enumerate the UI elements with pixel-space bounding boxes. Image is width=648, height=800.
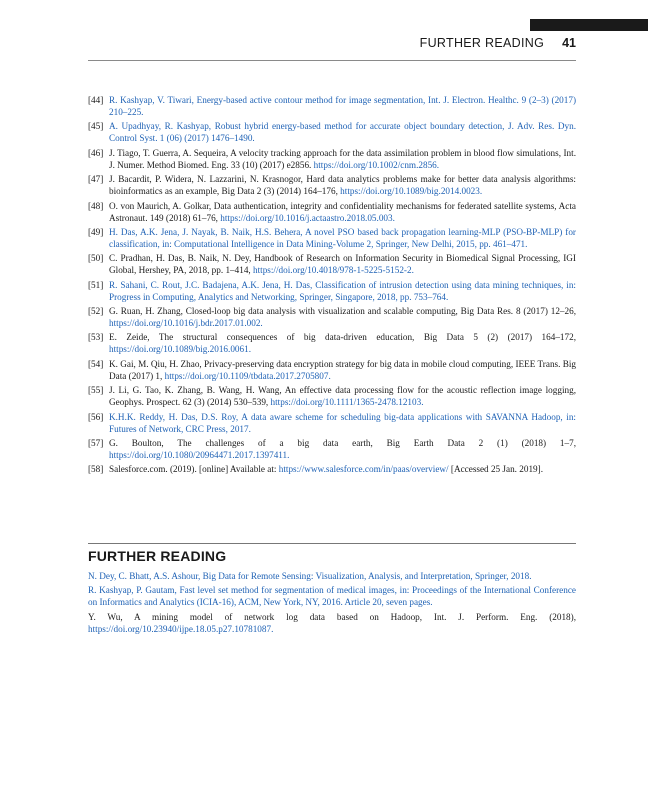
reference-link[interactable]: https://doi.org/10.1089/big.2016.0061. xyxy=(109,344,251,355)
reference-number: [50] xyxy=(88,253,104,264)
reference-text: C. Pradhan, H. Das, B. Naik, N. Dey, Handbook of Research on Information Security in Biomedical Signal Processing, IGI Global, Hershey, PA, 2018, pp. 1–414, xyxy=(109,253,576,276)
reference-link[interactable]: https://doi.org/10.1109/tbdata.2017.2705807. xyxy=(164,370,331,381)
reference-text: J. Tiago, T. Guerra, A. Sequeira, A velocity tracking approach for the data assimilation problem in blood flow simulations, Int. J. Numer. Method Biomed. Eng. 33 (10) (2017) e2856. xyxy=(109,147,576,170)
reference-53 xyxy=(88,331,576,355)
reference-text: K. Gai, M. Qiu, H. Zhao, Privacy-preserving data encryption strategy for big data in mobile cloud computing, IEEE Trans. Big Data (2017) 1, xyxy=(109,358,576,381)
reference-text: G. Ruan, H. Zhang, Closed-loop big data analysis with visualization and scalable computing, Big Data Res. 8 (2017) 12–26, xyxy=(109,306,576,316)
page-number: 41 xyxy=(562,36,576,50)
reference-number: [48] xyxy=(88,200,104,211)
reference-link[interactable]: K.H.K. Reddy, H. Das, D.S. Roy, A data aware scheme for scheduling big-data applications with SAVANNA Hadoop, in: Futures of Network, CRC Press, 2017. xyxy=(109,411,576,434)
reference-48 xyxy=(88,200,576,224)
further-reading-heading: FURTHER READING xyxy=(88,548,227,564)
reference-number: [49] xyxy=(88,226,104,237)
further-reading-item xyxy=(88,611,576,635)
reference-44 xyxy=(88,94,576,118)
item-text: Y. Wu, A mining model of network log data based on Hadoop, Int. J. Perform. Eng. (2018), xyxy=(88,611,576,622)
reference-45 xyxy=(88,120,576,144)
reference-number: [53] xyxy=(88,332,104,343)
reference-text: J. Bacardit, P. Widera, N. Lazzarini, N. Krasnogor, Hard data analytics problems make for better data analysis algorithms: bioinformatics as an example, Big Data 2 (3) (2014) 164–176, xyxy=(109,174,576,197)
reference-58 xyxy=(88,463,576,475)
reference-50 xyxy=(88,252,576,276)
reference-number: [44] xyxy=(88,95,104,105)
reference-link[interactable]: https://doi.org/10.1080/20964471.2017.1397411. xyxy=(109,449,290,460)
header-accent-bar xyxy=(530,19,648,31)
reference-number: [58] xyxy=(88,464,104,475)
reference-number: [56] xyxy=(88,411,104,422)
further-reading-list xyxy=(88,570,576,637)
reference-55 xyxy=(88,384,576,408)
reference-49 xyxy=(88,226,576,250)
reference-54 xyxy=(88,358,576,382)
reference-link[interactable]: https://doi.org/10.4018/978-1-5225-5152-2. xyxy=(253,265,414,276)
item-link[interactable]: R. Kashyap, P. Gautam, Fast level set method for segmentation of medical images, in: Proceedings of the International Conference on Informatics and Analytics (ICIA-16), ACM, New York, NY, 2016. Article 20, seven pages. xyxy=(88,585,576,608)
item-link[interactable]: N. Dey, C. Bhatt, A.S. Ashour, Big Data for Remote Sensing: Visualization, Analysis, and Interpretation, Springer, 2018. xyxy=(88,571,532,581)
running-head xyxy=(420,35,576,51)
reference-number: [51] xyxy=(88,279,104,290)
reference-46 xyxy=(88,147,576,171)
reference-number: [52] xyxy=(88,306,104,316)
reference-link[interactable]: A. Upadhyay, R. Kashyap, Robust hybrid energy-based method for accurate object boundary detection, J. Adv. Res. Dyn. Control Syst. 1 (06) (2017) 1476–1490. xyxy=(109,121,576,144)
reference-link[interactable]: https://doi.org/10.1002/cnm.2856. xyxy=(313,159,440,170)
reference-number: [47] xyxy=(88,174,104,185)
reference-link[interactable]: R. Kashyap, V. Tiwari, Energy-based active contour method for image segmentation, Int. J. Electron. Healthc. 9 (2–3) (2017) 210–225. xyxy=(109,95,576,118)
reference-text: G. Boulton, The challenges of a big data earth, Big Earth Data 2 (1) (2018) 1–7, xyxy=(109,437,576,448)
reference-number: [45] xyxy=(88,121,104,132)
running-title: FURTHER READING xyxy=(419,36,545,50)
reference-link[interactable]: R. Sahani, C. Rout, J.C. Badajena, A.K. Jena, H. Das, Classification of intrusion detection using data mining techniques, in: Progress in Computing, Analytics and Networking, Springer, Singapore, 2018, pp. 753–764. xyxy=(109,279,576,302)
reference-number: [54] xyxy=(88,358,104,369)
reference-47 xyxy=(88,173,576,197)
reference-link[interactable]: https://doi.org/10.1016/j.actaastro.2018.05.003. xyxy=(220,212,395,223)
section-rule xyxy=(88,543,576,544)
reference-text: O. von Maurich, A. Golkar, Data authentication, integrity and confidentiality mechanisms for federated satellite systems, Acta Astronaut. 149 (2018) 61–76, xyxy=(109,200,576,223)
reference-number: [57] xyxy=(88,437,104,448)
item-link[interactable]: https://doi.org/10.23940/ijpe.18.05.p27.10781087. xyxy=(88,623,274,634)
reference-link[interactable]: https://doi.org/10.1089/big.2014.0023. xyxy=(340,186,483,197)
reference-51 xyxy=(88,279,576,303)
reference-list xyxy=(88,94,576,478)
reference-text: E. Zeide, The structural consequences of big data-driven education, Big Data 5 (2) (2017) 164–172, xyxy=(109,332,576,343)
reference-link[interactable]: https://doi.org/10.1111/1365-2478.12103. xyxy=(270,397,424,408)
reference-text: J. Li, G. Tao, K. Zhang, B. Wang, H. Wang, An effective data processing flow for the acoustic reflection image logging, Geophys. Prospect. 62 (3) (2014) 530–539, xyxy=(109,385,576,408)
reference-tail: [Accessed 25 Jan. 2019]. xyxy=(448,464,543,475)
reference-link[interactable]: H. Das, A.K. Jena, J. Nayak, B. Naik, H.S. Behera, A novel PSO based back propagation learning-MLP (PSO-BP-MLP) for classification, in: Computational Intelligence in Data Mining-Volume 2, Springer, New Delhi, 2015, pp. 461–471. xyxy=(109,226,576,249)
further-reading-item xyxy=(88,584,576,608)
reference-57 xyxy=(88,437,576,461)
reference-link[interactable]: https://doi.org/10.1016/j.bdr.2017.01.002. xyxy=(109,318,263,329)
reference-52 xyxy=(88,305,576,329)
header-rule xyxy=(88,60,576,61)
reference-number: [46] xyxy=(88,147,104,158)
reference-text: Salesforce.com. (2019). [online] Available at: xyxy=(109,464,279,475)
reference-link[interactable]: https://www.salesforce.com/in/paas/overview/ xyxy=(278,464,449,475)
further-reading-item xyxy=(88,570,576,582)
reference-56 xyxy=(88,411,576,435)
reference-number: [55] xyxy=(88,385,104,396)
